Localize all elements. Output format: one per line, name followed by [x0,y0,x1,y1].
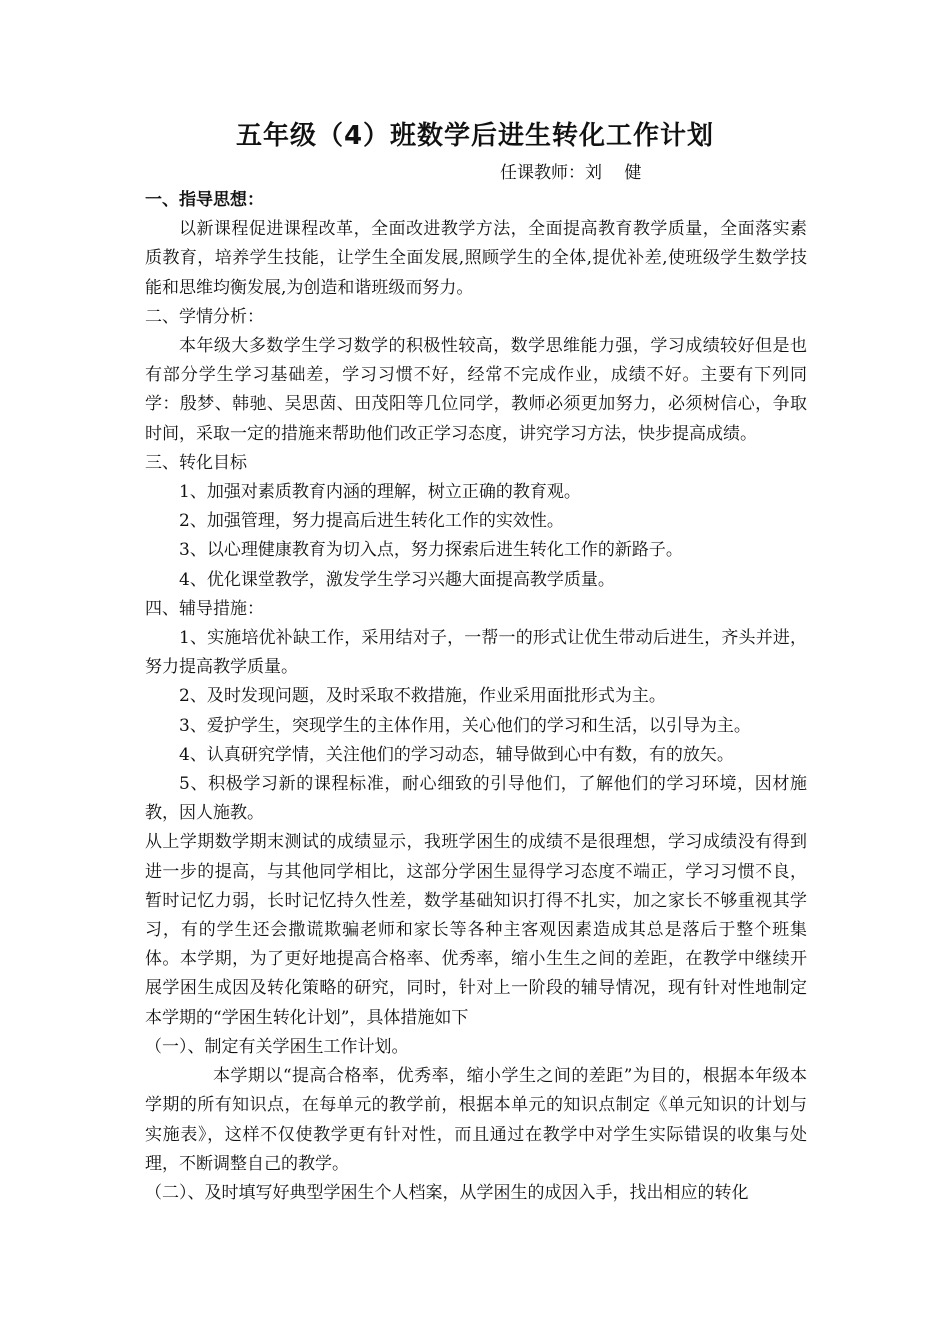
teacher-line: 任课教师：刘 健 [500,163,642,183]
paragraph-analysis: 本年级大多数学生学习数学的积极性较高，数学思维能力强，学习成绩较好但是也有部分学生学习基础差，学习习惯不好，经常不完成作业，成绩不好。主要有下列同学：殷梦、韩驰、吴思茵、田茂阳等几位同学，教师必须更加努力，必须树信心，争取时间，采取一定的措施来帮助他们改正学习态度，讲究学习方法，快步提高成绩。 [145,336,807,444]
section-heading-measures: 四、辅导措施： [145,598,264,619]
subheading-plan: （一）、制定有关学困生工作计划。 [145,1036,409,1057]
goal-item: 1、加强对素质教育内涵的理解，树立正确的教育观。 [179,482,581,503]
goal-item: 3、以心理健康教育为切入点，努力探索后进生转化工作的新路子。 [179,540,683,561]
section-heading-guiding-thought: 一、指导思想： [145,190,264,210]
paragraph-semester-review: 从上学期数学期末测试的成绩显示，我班学困生的成绩不是很理想，学习成绩没有得到进一步的提高，与其他同学相比，这部分学困生显得学习态度不端正，学习习惯不良，暂时记忆力弱，长时记忆持久性差，数学基础知识打得不扎实，加之家长不够重视其学习，有的学生还会撒谎欺骗老师和家长等各种主客观因素造成其总是落后于整个班集体。本学期，为了更好地提高合格率、优秀率，缩小生生之间的差距，在教学中继续开展学困生成因及转化策略的研究，同时，针对上一阶段的辅导情况，现有针对性地制定本学期的“学困生转化计划”，具体措施如下 [145,832,807,1028]
measure-item: 1、实施培优补缺工作，采用结对子，一帮一的形式让优生带动后进生，齐头并进，努力提高教学质量。 [145,628,807,678]
measure-item: 2、及时发现问题，及时采取不救措施，作业采用面批形式为主。 [179,686,666,707]
paragraph-plan: 本学期以“提高合格率，优秀率，缩小学生之间的差距”为目的，根据本年级本学期的所有知识点，在每单元的教学前，根据本单元的知识点制定《单元知识的计划与实施表》，这样不仅使教学更有针对性，而且通过在教学中对学生实际错误的收集与处理，不断调整自己的教学。 [145,1066,807,1174]
measure-item: 3、爱护学生，突现学生的主体作用，关心他们的学习和生活，以引导为主。 [179,715,751,736]
section-heading-analysis: 二、学情分析： [145,306,264,327]
section-heading-goals: 三、转化目标 [145,452,247,473]
measure-item: 5、积极学习新的课程标准，耐心细致的引导他们，了解他们的学习环境，因材施教，因人施教。 [145,774,807,824]
document-body [145,186,807,1208]
goal-item: 4、优化课堂教学，激发学生学习兴趣大面提高教学质量。 [179,569,615,590]
measure-item: 4、认真研究学情，关注他们的学习动态，辅导做到心中有数，有的放矢。 [179,744,734,765]
document-title: 五年级（4）班数学后进生转化工作计划 [235,121,715,151]
goal-item: 2、加强管理，努力提高后进生转化工作的实效性。 [179,511,564,532]
subheading-records: （二）、及时填写好典型学困生个人档案，从学困生的成因入手，找出相应的转化 [145,1182,749,1203]
paragraph-guiding-thought: 以新课程促进课程改革，全面改进教学方法，全面提高教育教学质量，全面落实素质教育，培养学生技能，让学生全面发展,照顾学生的全体,提优补差,使班级学生数学技能和思维均衡发展,为创造和谐班级而努力。 [145,219,807,298]
